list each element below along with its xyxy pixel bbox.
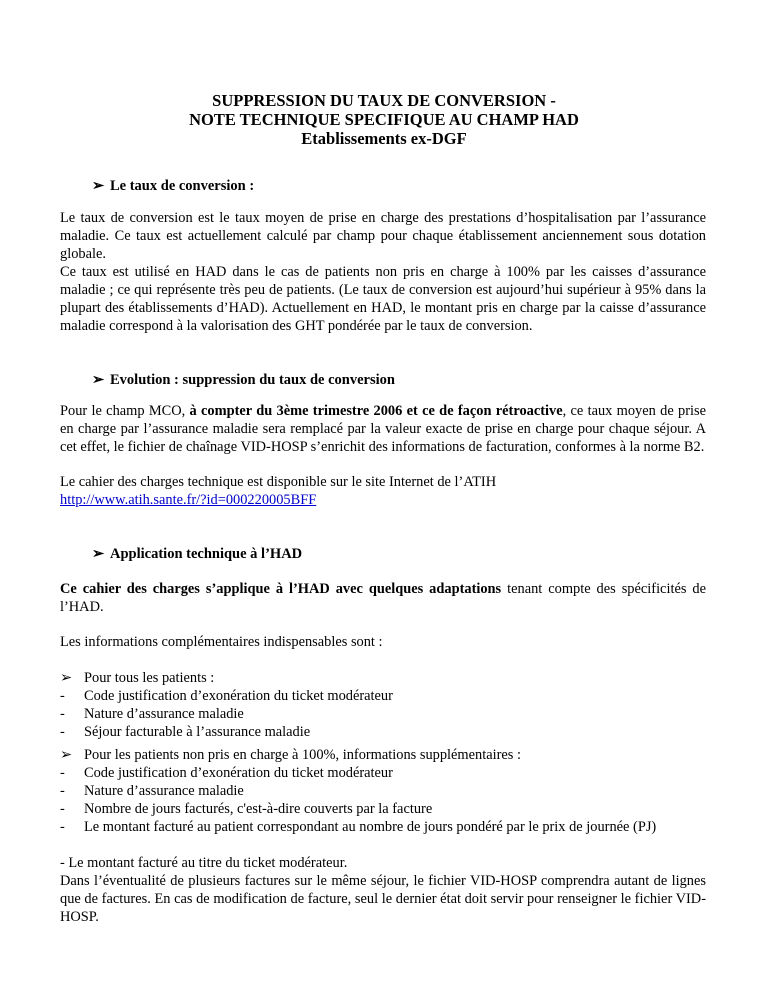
title-line-2: NOTE TECHNIQUE SPECIFIQUE AU CHAMP HAD <box>189 110 579 129</box>
title-line-3: Etablissements ex-DGF <box>301 129 467 148</box>
list-item: - Séjour facturable à l’assurance maladie <box>60 724 311 740</box>
paragraph-cahier <box>60 473 706 509</box>
dash-bullet: - <box>60 783 65 799</box>
list-item: - Nature d’assurance maladie <box>60 706 244 722</box>
paragraph-usage: Ce taux est utilisé en HAD dans le cas de patients non pris en charge à 100% par les caisses d’assurance maladie ; ce qui représente très peu de patients. (Le taux de conversion est aujourd’hui supérieur à 95% dans la plupart des établissements d’HAD). Actuellement en HAD, le montant pris en charge par la caisse d’assurance maladie correspond à la valorisation des GHT pondérée par le taux de conversion. <box>60 264 706 334</box>
paragraph-text: Pour le champ MCO, <box>60 403 190 419</box>
list-item: ➢ Pour tous les patients : <box>60 670 215 686</box>
dash-bullet: - <box>60 706 65 722</box>
list-item: ➢ Pour les patients non pris en charge à 100%, informations supplémentaires : <box>60 747 521 763</box>
section-heading-application <box>92 545 302 563</box>
paragraph-factures: Dans l’éventualité de plusieurs factures sur le même séjour, le fichier VID-HOSP comprendra autant de lignes que de factures. En cas de modification de facture, seul le dernier état doit servir pour renseigner le fichier VID-HOSP. <box>60 873 706 925</box>
emphasis-cahier: Ce cahier des charges s’applique à l’HAD avec quelques adaptations <box>60 581 502 597</box>
paragraph-text: , ce taux moyen de prise en charge par l’assurance maladie sera remplacé par la valeur exacte de prise en charge pour chaque séjour. A cet effet, le fichier de chaînage VID-HOSP s’enrichit des informations de facturation, conformes à la norme B2. <box>60 403 706 455</box>
section-heading-text: Evolution : suppression du taux de conversion <box>110 372 395 388</box>
title-line-1: SUPPRESSION DU TAUX DE CONVERSION - <box>212 91 556 110</box>
paragraph-text: Le cahier des charges technique est disponible sur le site Internet de l’ATIH <box>60 474 497 490</box>
section-heading-evolution <box>92 371 395 389</box>
list-item: - Nature d’assurance maladie <box>60 783 244 799</box>
arrow-bullet-icon: ➢ <box>92 372 105 388</box>
emphasis-date: à compter du 3ème trimestre 2006 et ce de façon rétroactive <box>189 403 563 419</box>
dash-bullet: - <box>60 765 65 781</box>
list-non-100-patients <box>60 746 706 836</box>
section-heading-text: Le taux de conversion : <box>110 178 255 194</box>
dash-bullet: - <box>60 688 65 704</box>
paragraph-evolution <box>60 402 706 456</box>
dash-bullet: - <box>60 819 65 835</box>
paragraph-application <box>60 580 706 616</box>
dash-bullet: - <box>60 801 65 817</box>
list-all-patients <box>60 669 706 741</box>
section-heading-text: Application technique à l’HAD <box>110 546 303 562</box>
arrow-bullet-icon: ➢ <box>60 747 73 763</box>
atih-link[interactable]: http://www.atih.sante.fr/?id=000220005BFF <box>60 492 317 508</box>
paragraph-text: tenant compte des spécificités de l’HAD. <box>60 581 706 615</box>
arrow-bullet-icon: ➢ <box>92 178 105 194</box>
dash-bullet: - <box>60 724 65 740</box>
list-item: - Code justification d’exonération du ticket modérateur <box>60 688 393 704</box>
list-item: - Le montant facturé au patient correspondant au nombre de jours pondéré par le prix de journée (PJ) <box>60 819 657 835</box>
paragraph-informations: Les informations complémentaires indispensables sont : <box>60 634 383 650</box>
arrow-bullet-icon: ➢ <box>60 670 73 686</box>
paragraph-definition: Le taux de conversion est le taux moyen de prise en charge des prestations d’hospitalisation par l’assurance maladie. Ce taux est actuellement calculé par champ pour chaque établissement anciennement sous dotation globale. <box>60 210 706 262</box>
arrow-bullet-icon: ➢ <box>92 546 105 562</box>
list-item: - Nombre de jours facturés, c'est-à-dire couverts par la facture <box>60 801 433 817</box>
list-item: - Code justification d’exonération du ticket modérateur <box>60 765 393 781</box>
section-heading-taux <box>92 177 254 195</box>
line-ticket-moderateur: - Le montant facturé au titre du ticket modérateur. <box>60 855 348 871</box>
